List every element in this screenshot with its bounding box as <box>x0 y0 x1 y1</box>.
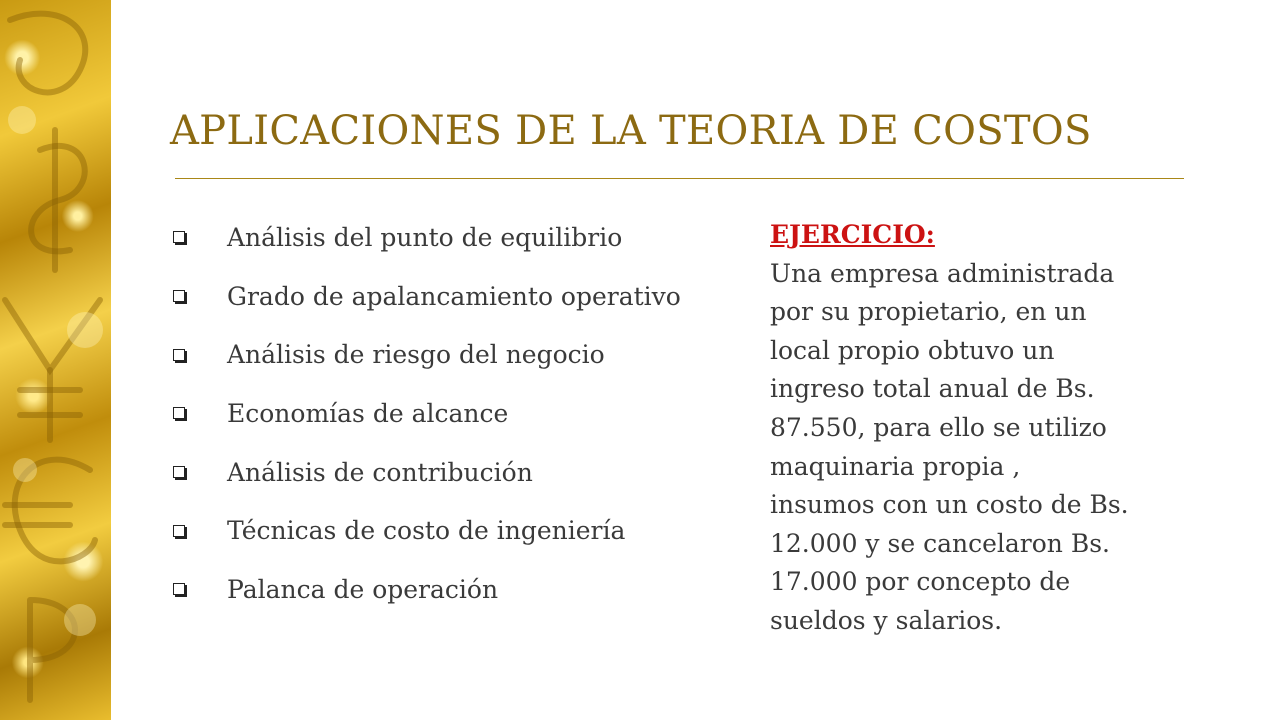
exercise-line: maquinaria propia , <box>770 451 1021 481</box>
slide-title: APLICACIONES DE LA TEORIA DE COSTOS <box>170 108 1092 154</box>
list-item <box>170 501 681 560</box>
exercise-line: ingreso total anual de Bs. <box>770 374 1095 404</box>
gold-currency-strip <box>0 0 111 720</box>
list-item-text: Técnicas de costo de ingeniería <box>227 516 626 546</box>
list-item-text: Análisis de contribución <box>227 457 533 487</box>
list-item <box>170 560 681 619</box>
exercise-line: local propio obtuvo un <box>770 335 1055 365</box>
checkbox-bullet-icon <box>173 583 185 595</box>
exercise-line: 87.550, para ello se utilizo <box>770 412 1107 442</box>
exercise-line: por su propietario, en un <box>770 297 1087 327</box>
checkbox-bullet-icon <box>173 525 185 537</box>
list-item-text: Economías de alcance <box>227 398 509 428</box>
checkbox-bullet-icon <box>173 349 185 361</box>
list-item-text: Grado de apalancamiento operativo <box>227 281 681 311</box>
list-item <box>170 267 681 326</box>
title-divider <box>175 178 1184 179</box>
bullet-list <box>170 208 681 619</box>
list-item-text: Palanca de operación <box>227 574 499 604</box>
checkbox-bullet-icon <box>173 290 185 302</box>
list-item-text: Análisis del punto de equilibrio <box>227 222 623 252</box>
exercise-line: insumos con un costo de Bs. <box>770 490 1129 520</box>
exercise-line: 12.000 y se cancelaron Bs. <box>770 528 1110 558</box>
exercise-line: 17.000 por concepto de <box>770 567 1071 597</box>
list-item-text: Análisis de riesgo del negocio <box>227 340 605 370</box>
exercise-line: Una empresa administrada <box>770 258 1115 288</box>
list-item <box>170 208 681 267</box>
checkbox-bullet-icon <box>173 231 185 243</box>
list-item <box>170 443 681 502</box>
list-item <box>170 384 681 443</box>
list-item <box>170 325 681 384</box>
checkbox-bullet-icon <box>173 407 185 419</box>
exercise-heading: EJERCICIO: <box>770 220 935 249</box>
exercise-line: sueldos y salarios. <box>770 605 1003 635</box>
exercise-block <box>770 216 1190 641</box>
checkbox-bullet-icon <box>173 466 185 478</box>
currency-symbols-icon <box>0 0 111 720</box>
